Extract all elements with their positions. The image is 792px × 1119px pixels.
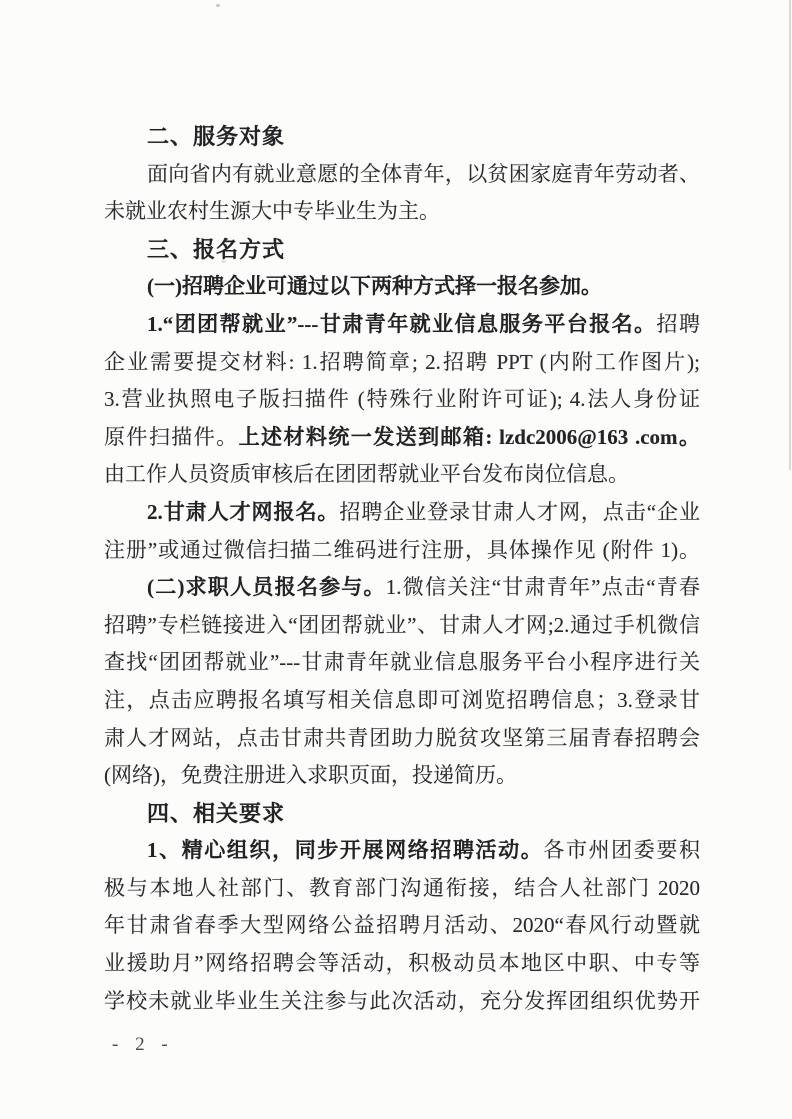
heading-line — [104, 118, 700, 156]
text-line — [104, 983, 700, 1021]
text-run: 四、相关要求 — [147, 800, 286, 826]
text-line — [104, 193, 700, 231]
text-run: 面向省内有就业意愿的全体青年，以贫困家庭青年劳动者、 — [147, 161, 700, 186]
text-run: 年甘肃省春季大型网络公益招聘月活动、2020“春风行动暨就 — [104, 913, 700, 938]
text-run: 3.营业执照电子版扫描件 (特殊行业附许可证); 4.法人身份证 — [104, 387, 700, 412]
text-run: 由工作人员资质审核后在团团帮就业平台发布岗位信息。 — [104, 462, 629, 487]
text-line — [104, 644, 700, 682]
text-line — [104, 757, 700, 795]
text-run: 招聘企业登录甘肃人才网，点击“企业 — [339, 499, 701, 524]
text-line — [104, 344, 700, 382]
text-line — [104, 381, 700, 419]
text-line — [104, 494, 700, 532]
text-run: 上述材料统一发送到邮箱: — [238, 424, 500, 449]
heading-line — [104, 795, 700, 833]
text-line — [104, 682, 700, 720]
text-line — [104, 607, 700, 645]
text-line — [104, 720, 700, 758]
text-line — [104, 156, 700, 194]
text-line — [104, 268, 700, 306]
text-run: (一)招聘企业可通过以下两种方式择一报名参加。 — [147, 274, 602, 299]
text-line — [104, 832, 700, 870]
scan-edge-artifact — [789, 0, 791, 470]
text-line — [104, 456, 700, 494]
email-address: lzdc2006@163 .com — [499, 424, 678, 449]
text-run: 极与本地人社部门、教育部门沟通衔接，结合人社部门 2020 — [104, 875, 700, 900]
text-run: 招聘 — [656, 311, 700, 336]
text-run: 注册”或通过微信扫描二维码进行注册，具体操作见 (附件 1)。 — [104, 537, 700, 562]
text-line — [104, 569, 700, 607]
text-run: 1.微信关注“甘肃青年”点击“青春 — [385, 575, 700, 600]
text-line — [104, 907, 700, 945]
text-line — [104, 945, 700, 983]
text-run: (网络)，免费注册进入求职页面，投递简历。 — [104, 763, 517, 788]
page-number: - 2 - — [112, 1034, 174, 1055]
text-run: 1.“团团帮就业”---甘肃青年就业信息服务平台报名。 — [147, 311, 657, 336]
text-block — [104, 118, 700, 1020]
text-run: 三、报名方式 — [147, 236, 286, 262]
text-run: 查找“团团帮就业”---甘肃青年就业信息服务平台小程序进行关 — [104, 650, 700, 675]
text-run: 企业需要提交材料: 1.招聘简章; 2.招聘 PPT (内附工作图片); — [104, 349, 700, 374]
text-line — [104, 870, 700, 908]
text-run: 原件扫描件。 — [104, 424, 239, 449]
text-run: 学校未就业毕业生关注参与此次活动，充分发挥团组织优势开 — [104, 988, 700, 1013]
text-run: 肃人才网站，点击甘肃共青团助力脱贫攻坚第三届青春招聘会 — [104, 725, 700, 750]
text-run: 未就业农村生源大中专毕业生为主。 — [104, 199, 440, 224]
scan-speck — [216, 4, 220, 7]
text-run: 业援助月”网络招聘会等活动，积极动员本地区中职、中专等 — [104, 951, 700, 976]
text-line — [104, 532, 700, 570]
text-run: 各市州团委要积 — [543, 838, 700, 863]
text-run: (二)求职人员报名参与。 — [147, 575, 386, 600]
text-run: 二、服务对象 — [147, 124, 286, 149]
text-run: 1、精心组织，同步开展网络招聘活动。 — [147, 838, 544, 863]
text-run: 2.甘肃人才网报名。 — [147, 499, 340, 524]
text-line — [104, 306, 700, 344]
text-run: 注，点击应聘报名填写相关信息即可浏览招聘信息；3.登录甘 — [104, 687, 700, 712]
heading-line — [104, 231, 700, 269]
text-run: 招聘”专栏链接进入“团团帮就业”、甘肃人才网;2.通过手机微信 — [104, 612, 700, 637]
text-line — [104, 419, 700, 457]
text-run: 。 — [677, 424, 700, 449]
